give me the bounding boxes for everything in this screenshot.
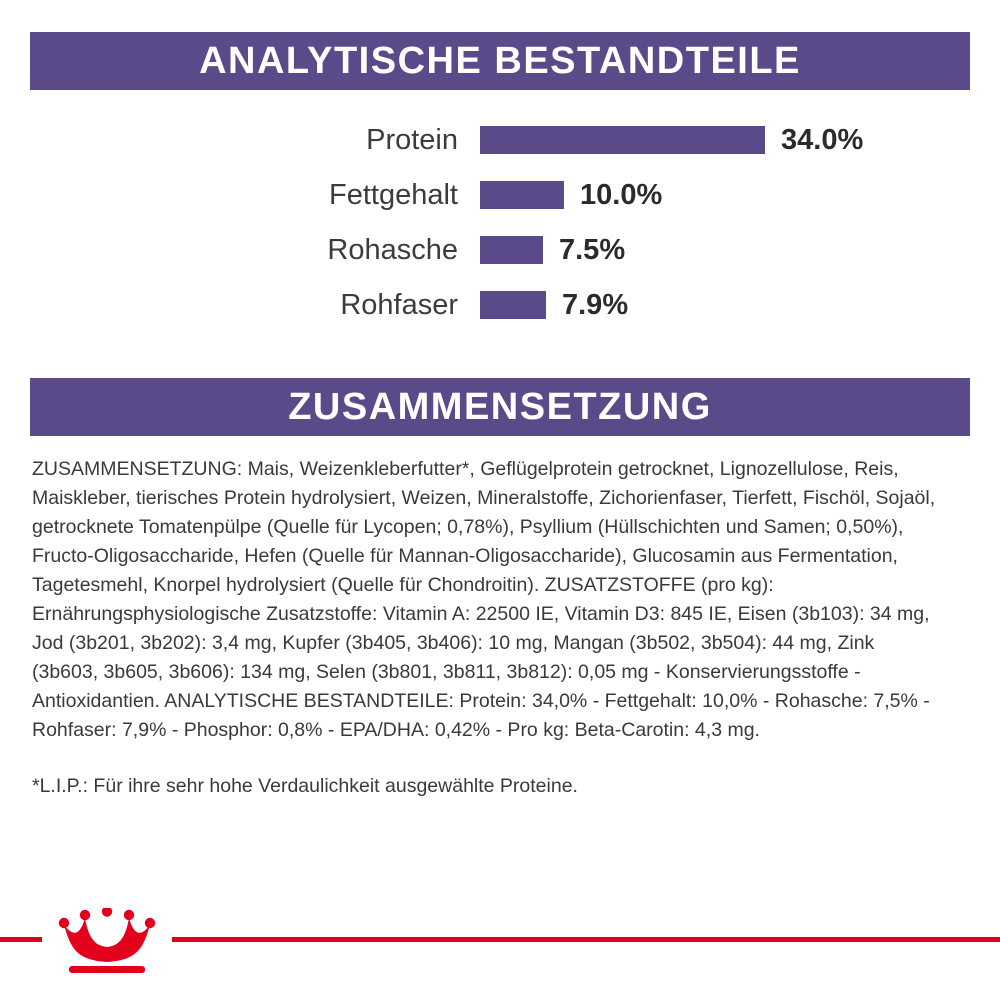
chart-row [30, 283, 970, 327]
chart-bar-label: Rohfaser [340, 288, 458, 321]
chart-bar [480, 181, 564, 209]
chart-row [30, 118, 970, 162]
chart-row [30, 173, 970, 217]
chart-bar [480, 236, 543, 264]
analytical-constituents-chart [30, 118, 970, 348]
chart-bar-value: 10.0% [580, 178, 663, 211]
chart-bar-label: Fettgehalt [329, 178, 458, 211]
section-header-analytical-label: ANALYTISCHE BESTANDTEILE [199, 40, 801, 82]
chart-bar-label: Rohasche [327, 233, 458, 266]
section-header-analytical [30, 32, 970, 90]
chart-bar [480, 291, 546, 319]
section-header-composition-label: ZUSAMMENSETZUNG [288, 386, 712, 428]
chart-bar-value: 7.9% [562, 288, 629, 321]
chart-bar-label: Protein [366, 123, 458, 156]
chart-bar-value: 34.0% [781, 123, 864, 156]
royal-canin-crown-logo [55, 908, 159, 978]
composition-footnote: *L.I.P.: Für ihre sehr hohe Verdaulichkeit ausgewählte Proteine. [32, 775, 578, 797]
chart-bar [480, 126, 765, 154]
composition-body: ZUSAMMENSETZUNG: Mais, Weizenkleberfutter*, Geflügelprotein getrocknet, Lignozellulose, Reis, Maiskleber, tierisches Protein hydrolysiert, Weizen, Mineralstoffe, Zichorienfaser, Tierfett, Fischöl, Sojaöl, getrocknete Tomatenpülpe (Quelle für Lycopen; 0,78%), Psyllium (Hüllschichten und Samen; 0,50%), Fructo-Oligosaccharide, Hefen (Quelle für Mannan-Oligosaccharide), Glucosamin aus Fermentation, Tagetesmehl, Knorpel hydrolysiert (Quelle für Chondroitin). ZUSATZSTOFFE (pro kg): Ernährungsphysiologische Zusatzstoffe: Vitamin A: 22500 IE, Vitamin D3: 845 IE, Eisen (3b103): 34 mg, Jod (3b201, 3b202): 3,4 mg, Kupfer (3b405, 3b406): 10 mg, Mangan (3b502, 3b504): 44 mg, Zink (3b603, 3b605, 3b606): 134 mg, Selen (3b801, 3b811, 3b812): 0,05 mg - Konservierungsstoffe - Antioxidantien. ANALYTISCHE BESTANDTEILE: Protein: 34,0% - Fettgehalt: 10,0% - Rohasche: 7,5% - Rohfaser: 7,9% - Phosphor: 0,8% - EPA/DHA: 0,42% - Pro kg: Beta-Carotin: 4,3 mg. [32, 458, 936, 741]
chart-row [30, 228, 970, 272]
composition-text-block [32, 455, 942, 801]
chart-bar-value: 7.5% [559, 233, 626, 266]
section-header-composition [30, 378, 970, 436]
